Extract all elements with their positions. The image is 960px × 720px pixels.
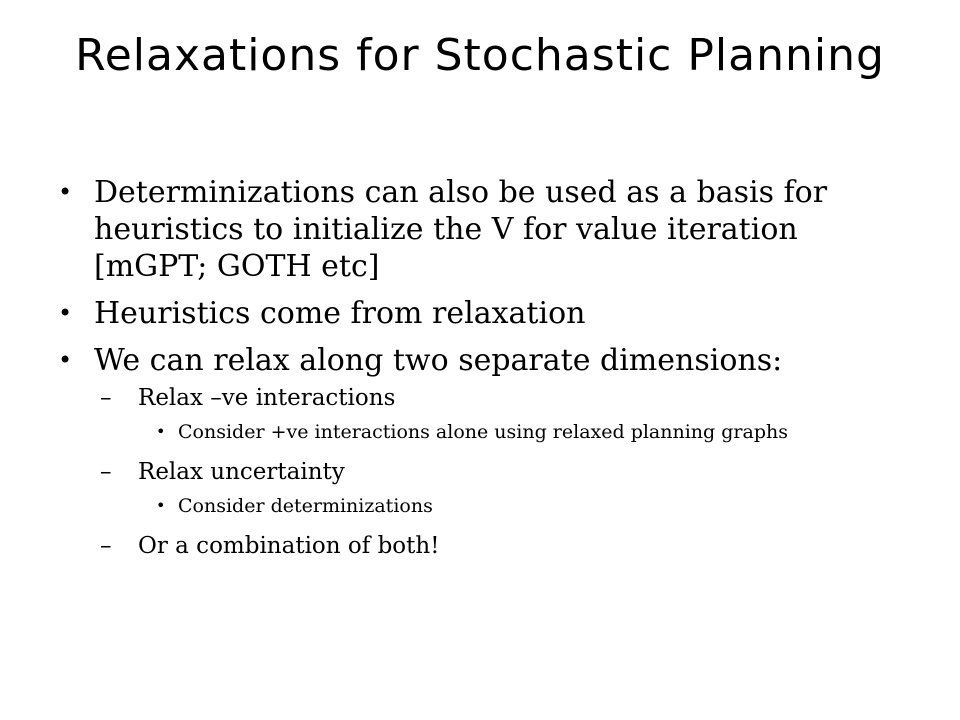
dash-marker: – — [100, 385, 112, 411]
bullet-marker: • — [156, 496, 166, 515]
sub-sub-bullet-text: Consider +ve interactions alone using relaxed planning graphs — [178, 421, 788, 443]
bullet-marker: • — [58, 178, 73, 206]
bullet-marker: • — [156, 422, 166, 441]
bullet-marker: • — [58, 346, 73, 374]
bullet-item — [58, 342, 908, 379]
sub-bullet-item — [58, 383, 908, 413]
bullet-item — [58, 295, 908, 332]
bullet-text: Determinizations can also be used as a basis for heuristics to initialize the V for value iteration [mGPT; GOTH etc] — [94, 175, 828, 284]
sub-sub-bullet-item — [58, 419, 908, 445]
bullet-marker: • — [58, 299, 73, 327]
slide-title: Relaxations for Stochastic Planning — [75, 30, 885, 81]
sub-bullet-item — [58, 457, 908, 487]
sub-bullet-text: Relax –ve interactions — [138, 385, 396, 411]
sub-bullet-item — [58, 531, 908, 561]
sub-bullet-text: Relax uncertainty — [138, 459, 345, 485]
bullet-text: Heuristics come from relaxation — [94, 296, 586, 331]
sub-sub-bullet-text: Consider determinizations — [178, 495, 433, 517]
dash-marker: – — [100, 459, 112, 485]
dash-marker: – — [100, 533, 112, 559]
bullet-text: We can relax along two separate dimensions: — [94, 343, 783, 378]
sub-sub-bullet-item — [58, 493, 908, 519]
sub-bullet-text: Or a combination of both! — [138, 533, 440, 559]
bullet-item — [58, 174, 908, 285]
slide-body — [58, 174, 908, 567]
